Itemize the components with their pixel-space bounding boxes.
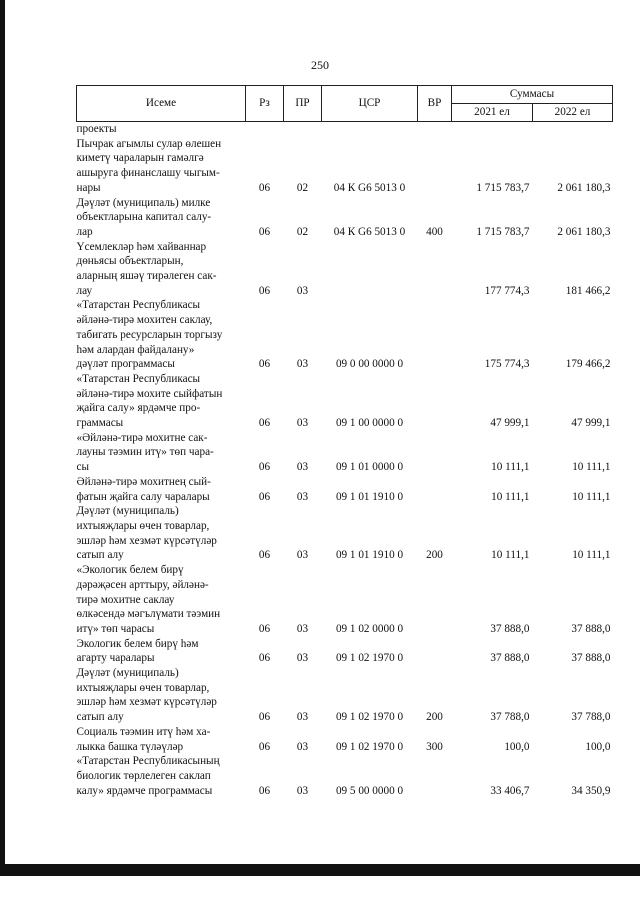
header-rz: Рз <box>246 86 284 122</box>
row-sum-2022: 100,0 <box>585 740 611 753</box>
row-sum-2022: 179 466,2 <box>565 358 611 371</box>
row-csr <box>322 240 418 299</box>
row-sum-2022: 37 888,0 <box>571 622 611 635</box>
row-rz: 06 <box>258 490 271 503</box>
row-sum-2021: 10 111,1 <box>491 490 530 503</box>
row-pr: 03 <box>296 549 309 562</box>
row-vr: 300 <box>426 740 443 753</box>
row-name: Дәүләт (муниципаль) милке объектларына капитал салу- лар <box>76 196 212 238</box>
row-csr: 09 1 02 1970 0 <box>335 652 404 665</box>
row-rz: 06 <box>258 711 271 724</box>
row-pr: 03 <box>296 622 309 635</box>
row-pr: 03 <box>296 461 309 474</box>
row-name: Социаль тәэмин итү һәм ха- лыкка башка түләүләр <box>76 725 211 753</box>
row-csr: 09 1 02 1970 0 <box>335 740 404 753</box>
row-csr: 09 1 01 1910 0 <box>335 490 404 503</box>
row-name: проекты <box>76 123 117 135</box>
row-name: Дәүләт (муниципаль) ихтыяҗлары өчен товарлар, эшләр һәм хезмәт күрсәтүләр сатып алу <box>76 505 217 562</box>
row-sum-2022: 34 350,9 <box>571 784 611 797</box>
row-name: Әйләнә-тирә мохитнең сый- фатын җайга салу чаралары <box>76 475 211 503</box>
row-pr: 03 <box>296 490 309 503</box>
budget-table <box>76 85 613 798</box>
row-pr: 03 <box>296 417 309 430</box>
row-rz: 06 <box>258 652 271 665</box>
row-rz: 06 <box>258 549 271 562</box>
header-pr: ПР <box>284 86 322 122</box>
row-name: «Татарстан Республикасының биологик төрлелеген саклап калу» ярдәмче программасы <box>76 755 220 797</box>
header-year-2022: 2022 ел <box>533 104 613 122</box>
row-csr: 09 1 01 1910 0 <box>335 549 404 562</box>
row-pr: 02 <box>296 181 309 194</box>
row-csr: 09 1 02 1970 0 <box>335 711 404 724</box>
row-rz: 06 <box>258 461 271 474</box>
table-row <box>77 725 613 754</box>
table-row <box>77 475 613 504</box>
table-row <box>77 754 613 798</box>
table-header <box>77 86 613 122</box>
table-row <box>77 563 613 637</box>
row-sum-2022 <box>533 122 613 137</box>
row-pr: 03 <box>296 740 309 753</box>
row-pr <box>284 122 322 137</box>
row-csr: 04 К G6 5013 0 <box>333 225 406 238</box>
header-sums: Суммасы <box>452 86 613 104</box>
row-vr <box>418 475 452 504</box>
row-sum-2022: 10 111,1 <box>572 461 611 474</box>
row-name: Дәүләт (муниципаль) ихтыяҗлары өчен товарлар, эшләр һәм хезмәт күрсәтүләр сатып алу <box>76 667 217 724</box>
row-vr: 200 <box>426 549 443 562</box>
row-vr <box>418 754 452 798</box>
row-name: Экологик белем бирү һәм агарту чаралары <box>76 637 199 665</box>
table-row <box>77 666 613 725</box>
row-vr <box>418 637 452 666</box>
row-pr: 03 <box>296 784 309 797</box>
table-row <box>77 504 613 563</box>
row-vr <box>418 431 452 475</box>
row-vr <box>418 298 452 372</box>
row-sum-2022: 47 999,1 <box>571 417 611 430</box>
row-sum-2021: 47 999,1 <box>490 417 530 430</box>
row-sum-2021: 10 111,1 <box>491 549 530 562</box>
row-vr <box>418 563 452 637</box>
row-csr <box>322 122 418 137</box>
row-name: «Әйләнә-тирә мохитне сак- лауны тәэмин итү» төп чара- сы <box>76 431 214 474</box>
row-csr: 04 К G6 5013 0 <box>333 181 406 194</box>
row-rz: 06 <box>258 358 271 371</box>
row-csr: 09 1 01 0000 0 <box>335 461 404 474</box>
row-sum-2021: 37 788,0 <box>490 711 530 724</box>
table-row <box>77 240 613 299</box>
table-row <box>77 637 613 666</box>
row-rz: 06 <box>258 284 271 297</box>
row-pr: 03 <box>296 284 309 297</box>
row-pr: 03 <box>296 711 309 724</box>
row-vr: 400 <box>426 225 443 238</box>
row-rz: 06 <box>258 740 271 753</box>
row-sum-2022: 37 788,0 <box>571 711 611 724</box>
row-sum-2021: 177 774,3 <box>484 284 530 297</box>
row-sum-2021 <box>452 122 533 137</box>
scan-left-edge <box>0 0 5 868</box>
row-vr <box>418 137 452 196</box>
row-csr: 09 0 00 0000 0 <box>335 358 404 371</box>
row-sum-2022: 37 888,0 <box>571 652 611 665</box>
row-sum-2021: 33 406,7 <box>490 784 530 797</box>
table-row <box>77 196 613 240</box>
row-rz: 06 <box>258 622 271 635</box>
row-rz: 06 <box>258 417 271 430</box>
header-year-2021: 2021 ел <box>452 104 533 122</box>
row-name: Пычрак агымлы сулар өлешен киметү чараларын гамәлгә ашыруга финанслашу чыгым- нары <box>76 137 222 194</box>
row-vr: 200 <box>426 711 443 724</box>
row-rz: 06 <box>258 181 271 194</box>
row-rz: 06 <box>258 784 271 797</box>
row-sum-2022: 10 111,1 <box>572 490 611 503</box>
header-vr: ВР <box>418 86 452 122</box>
row-vr <box>418 240 452 299</box>
table-row <box>77 431 613 475</box>
row-sum-2021: 1 715 783,7 <box>476 181 530 194</box>
table-body <box>77 122 613 799</box>
row-name: «Татарстан Республикасы әйләнә-тирә мохите сыйфатын җайга салу» ярдәмче про- граммасы <box>76 372 223 430</box>
header-name: Исеме <box>77 86 246 122</box>
table-row <box>77 298 613 372</box>
row-csr: 09 5 00 0000 0 <box>335 784 404 797</box>
table-row <box>77 372 613 431</box>
row-sum-2021: 1 715 783,7 <box>476 225 530 238</box>
row-sum-2021: 100,0 <box>504 740 530 753</box>
row-sum-2022: 2 061 180,3 <box>557 225 611 238</box>
table-row <box>77 122 613 137</box>
row-sum-2021: 37 888,0 <box>490 622 530 635</box>
scan-bottom-edge <box>0 864 640 876</box>
table-row <box>77 137 613 196</box>
row-name: «Татарстан Республикасы әйләнә-тирә мохитен саклау, табигать ресурсларын торгызу һәм алардан файдалану» дәүләт программасы <box>76 299 223 371</box>
page-number: 250 <box>311 58 329 72</box>
row-vr <box>418 122 452 137</box>
header-csr: ЦСР <box>322 86 418 122</box>
row-csr: 09 1 00 0000 0 <box>335 417 404 430</box>
row-rz: 06 <box>258 225 271 238</box>
row-sum-2021: 10 111,1 <box>491 461 530 474</box>
row-sum-2021: 175 774,3 <box>484 358 530 371</box>
row-vr <box>418 372 452 431</box>
row-rz <box>246 122 284 137</box>
row-sum-2022: 2 061 180,3 <box>557 181 611 194</box>
row-name: Үсемлекләр һәм хайваннар дөньясы объектларын, аларның яшәү тирәлеген сак- лау <box>76 240 217 297</box>
row-sum-2021: 37 888,0 <box>490 652 530 665</box>
row-sum-2022: 10 111,1 <box>572 549 611 562</box>
row-pr: 03 <box>296 358 309 371</box>
row-pr: 03 <box>296 652 309 665</box>
row-pr: 02 <box>296 225 309 238</box>
row-sum-2022: 181 466,2 <box>565 284 611 297</box>
row-csr: 09 1 02 0000 0 <box>335 622 404 635</box>
row-name: «Экологик белем бирү дәрәҗәсен арттыру, әйләнә- тирә мохитне саклау өлкәсендә мәгълүмати тәэмин итү» төп чарасы <box>76 564 221 635</box>
